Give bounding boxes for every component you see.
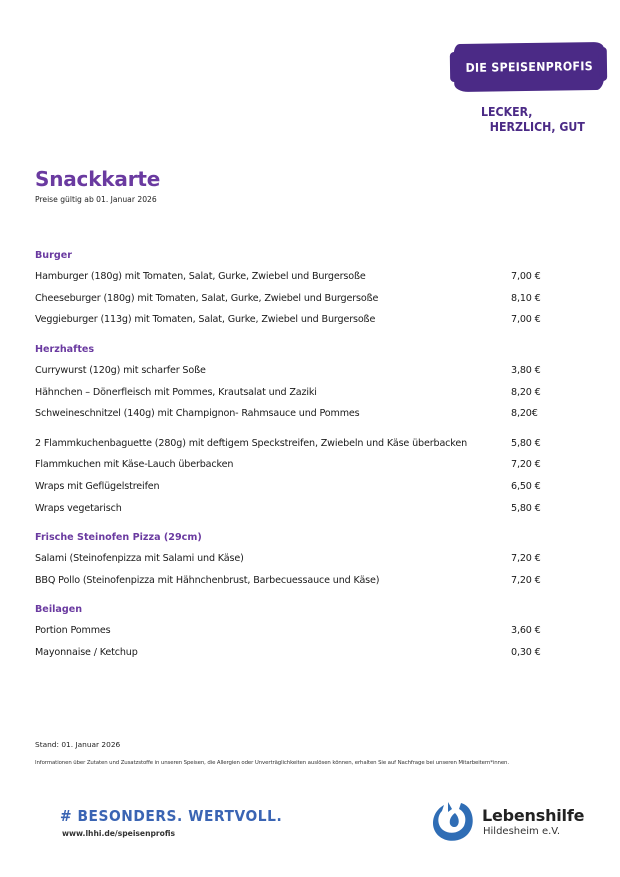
menu-item	[35, 266, 555, 288]
org-name: Lebenshilfe	[482, 806, 585, 825]
item-name: BBQ Pollo (Steinofenpizza mit Hähnchenbrust, Barbecuessauce und Käse)	[35, 574, 380, 586]
item-price: 7,20 €	[511, 574, 541, 586]
item-price: 3,80 €	[511, 365, 541, 377]
menu-list	[35, 249, 555, 663]
spacer	[35, 331, 555, 343]
section-title: Burger	[35, 250, 72, 261]
item-name: Schweineschnitzel (140g) mit Champignon- Rahmsauce und Pommes	[35, 408, 360, 420]
item-price: 8,20€	[511, 408, 538, 420]
menu-item	[35, 570, 555, 592]
item-price: 3,60 €	[511, 625, 541, 637]
item-price: 8,20 €	[511, 386, 541, 398]
item-name: 2 Flammkuchenbaguette (280g) mit deftigem Speckstreifen, Zwiebeln und Käse überbacken	[35, 437, 468, 449]
item-name: Mayonnaise / Ketchup	[35, 647, 138, 659]
menu-item	[35, 433, 555, 455]
lebenshilfe-icon	[430, 800, 476, 844]
menu-item	[35, 620, 555, 642]
spacer	[35, 425, 555, 433]
section-title: Beilagen	[35, 604, 83, 616]
item-name: Wraps vegetarisch	[35, 502, 122, 514]
item-name: Currywurst (120g) mit scharfer Soße	[35, 365, 206, 377]
item-price: 7,20 €	[511, 553, 541, 565]
item-name: Veggieburger (113g) mit Tomaten, Salat, Gurke, Zwiebel und Burgersoße	[35, 314, 376, 326]
item-name: Hähnchen – Dönerfleisch mit Pommes, Krautsalat und Zaziki	[35, 386, 317, 398]
menu-item	[35, 288, 555, 310]
menu-item	[35, 497, 555, 519]
item-price: 7,00 €	[511, 314, 541, 326]
speisenprofis-logo	[454, 42, 605, 92]
menu-item	[35, 454, 555, 476]
menu-item	[35, 403, 555, 425]
item-price: 0,30 €	[511, 647, 541, 659]
lebenshilfe-logo	[430, 800, 600, 844]
section-title: Frische Steinofen Pizza (29cm)	[35, 531, 202, 543]
menu-item	[35, 476, 555, 498]
website-link[interactable]: www.lhhi.de/speisenprofis	[62, 829, 176, 838]
menu-item	[35, 381, 555, 403]
item-price: 5,80 €	[511, 502, 541, 514]
item-price: 6,50 €	[511, 481, 541, 493]
spacer	[35, 591, 555, 603]
page-title: Snackkarte	[35, 167, 161, 191]
item-price: 7,20 €	[511, 459, 541, 471]
spacer	[35, 519, 555, 531]
item-price: 8,10 €	[511, 292, 541, 304]
brand-tagline	[481, 104, 585, 134]
menu-item	[35, 642, 555, 664]
item-name: Hamburger (180g) mit Tomaten, Salat, Gurke, Zwiebel und Burgersoße	[35, 271, 366, 283]
item-name: Wraps mit Geflügelstreifen	[35, 481, 160, 493]
item-name: Flammkuchen mit Käse-Lauch überbacken	[35, 459, 234, 471]
item-name: Salami (Steinofenpizza mit Salami und Käse)	[35, 553, 244, 565]
item-price: 5,80 €	[511, 437, 541, 449]
menu-item	[35, 548, 555, 570]
menu-item	[35, 360, 555, 382]
price-validity: Preise gültig ab 01. Januar 2026	[35, 195, 157, 204]
item-name: Portion Pommes	[35, 625, 111, 637]
section-title: Herzhaftes	[35, 343, 95, 355]
tagline-line-2: HERZLICH, GUT	[489, 119, 585, 134]
allergen-info: Informationen über Zutaten und Zusatzstoffe in unseren Speisen, die Allergien oder Unverträglichkeiten auslösen können, erhalten Sie auf Nachfrage bei unseren Mitarbeitern*innen.	[35, 760, 509, 766]
item-price: 7,00 €	[511, 271, 541, 283]
item-name: Cheeseburger (180g) mit Tomaten, Salat, Gurke, Zwiebel und Burgersoße	[35, 292, 379, 304]
tagline-line-1: LECKER,	[481, 104, 533, 119]
menu-item	[35, 309, 555, 331]
brand-name: DIE SPEISENPROFIS	[465, 59, 593, 75]
stand-date: Stand: 01. Januar 2026	[35, 740, 121, 749]
hashtag-slogan: # BESONDERS. WERTVOLL.	[60, 807, 283, 825]
org-location: Hildesheim e.V.	[483, 826, 561, 837]
